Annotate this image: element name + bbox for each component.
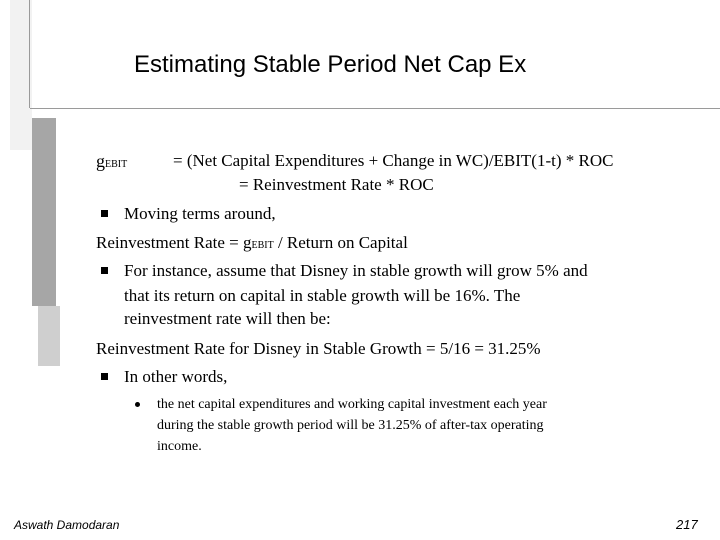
g-subscript: EBIT (105, 159, 128, 170)
reinvestment-subscript: EBIT (251, 240, 274, 251)
vertical-rule (29, 0, 30, 108)
round-bullet-icon (135, 402, 140, 407)
square-bullet-icon (101, 267, 108, 274)
bullet-instance-line-3: reinvestment rate will then be: (124, 309, 331, 328)
square-bullet-icon (101, 373, 108, 380)
square-bullet-icon (101, 210, 108, 217)
bullet-moving-terms: Moving terms around, (124, 204, 276, 223)
reinvestment-rate-equation (96, 232, 408, 257)
slide-title: Estimating Stable Period Net Cap Ex (134, 51, 527, 78)
formula-line-1: = (Net Capital Expenditures + Change in WC)/EBIT(1-t) * ROC (173, 151, 614, 170)
g-symbol: g (96, 151, 105, 171)
disney-reinvestment-equation: Reinvestment Rate for Disney in Stable Growth = 5/16 = 31.25% (96, 339, 541, 358)
formula-line-2: = Reinvestment Rate * ROC (239, 175, 434, 194)
footer-page-number: 217 (676, 517, 698, 532)
formula-g-ebit (96, 150, 127, 176)
bullet-instance-line-2: that its return on capital in stable growth will be 16%. The (124, 286, 521, 305)
subbullet-line-2: during the stable growth period will be 31.25% of after-tax operating (157, 418, 544, 433)
subbullet-line-3: income. (157, 439, 202, 454)
footer-author: Aswath Damodaran (14, 518, 120, 532)
decor-bar-middle (32, 118, 56, 306)
reinvestment-prefix: Reinvestment Rate = g (96, 233, 252, 252)
subbullet-line-1: the net capital expenditures and working capital investment each year (157, 397, 547, 412)
bullet-in-other-words: In other words, (124, 367, 228, 386)
decor-bar-lower (38, 306, 60, 366)
horizontal-rule (30, 108, 720, 109)
bullet-instance-line-1: For instance, assume that Disney in stable growth will grow 5% and (124, 261, 588, 280)
reinvestment-suffix: / Return on Capital (273, 233, 408, 252)
